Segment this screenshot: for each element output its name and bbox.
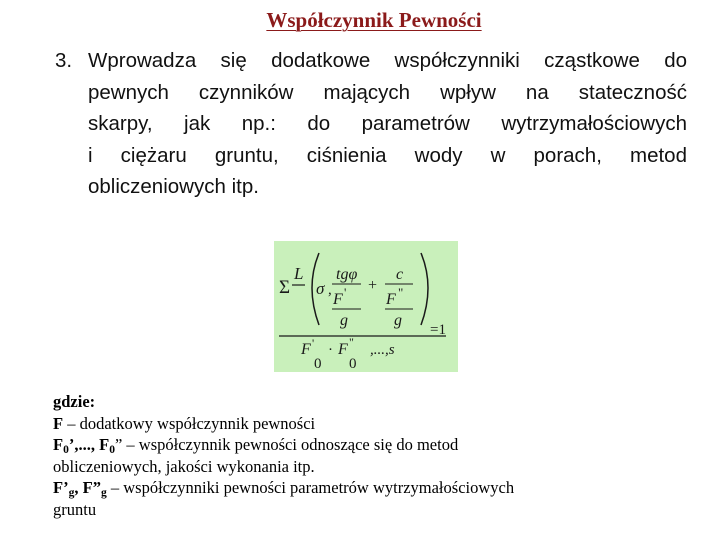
legend-heading: gdzie:: [53, 392, 96, 411]
formula-g2: g: [394, 312, 402, 329]
point-line: skarpy, jak np.: do parametrów wytrzymałościowych: [88, 112, 687, 135]
formula-ellipsis-s: ,...,s: [370, 342, 395, 358]
formula-L: L: [294, 264, 304, 283]
formula-double-prime: ": [349, 335, 354, 349]
symbol-mid: ’,..., F: [68, 435, 110, 454]
subscript: 0: [63, 444, 69, 456]
formula-zero: 0: [349, 356, 357, 372]
formula-image: [274, 241, 458, 372]
point-line: i ciężaru gruntu, ciśnienia wody w porach, metod: [88, 143, 687, 167]
formula-comma: ,: [328, 282, 332, 298]
formula-equals-one: =1: [430, 322, 446, 338]
formula-F0b: F: [338, 341, 348, 358]
formula-F-phi: F: [333, 291, 343, 308]
point-line: pewnych czynników mających wpływ na stateczność: [88, 80, 687, 104]
subscript: g: [100, 487, 107, 499]
legend-line-5: gruntu: [53, 499, 97, 519]
right-paren: [421, 253, 428, 325]
formula-svg: [274, 241, 458, 372]
point-number: 3.: [55, 49, 73, 72]
symbol-comma: , F”: [74, 478, 101, 497]
formula-sigma-lower: σ: [316, 279, 325, 298]
formula-plus: +: [368, 277, 378, 294]
formula-g1: g: [340, 312, 348, 329]
subscript: 0: [109, 444, 115, 456]
formula-tgphi: tgφ: [336, 266, 358, 283]
legend-text: – współczynniki pewności parametrów wytrzymałościowych: [106, 478, 515, 497]
formula-double-prime: ": [398, 285, 404, 300]
formula-sigma: Σ: [279, 277, 291, 298]
point-body: [55, 45, 687, 203]
symbol-F0: F: [53, 435, 64, 454]
formula-c: c: [396, 266, 404, 283]
formula-F-c: F: [386, 291, 396, 308]
legend-line-4: [53, 477, 683, 499]
slide-title: Współczynnik Pewności: [266, 8, 482, 32]
point-line: obliczeniowych itp.: [88, 175, 259, 198]
symbol-Fg1: F’: [53, 478, 69, 497]
formula-prime: ': [344, 285, 347, 300]
legend-line-3: obliczeniowych, jakości wykonania itp.: [53, 456, 315, 476]
symbol-F: F: [53, 413, 64, 433]
legend: [53, 391, 683, 520]
formula-prime: ': [312, 336, 315, 350]
subscript: g: [68, 487, 75, 499]
formula-F0a: F: [301, 341, 311, 358]
legend-text: ” – współczynnik pewności odnoszące się do metod: [114, 435, 459, 454]
legend-line-2: [53, 434, 683, 456]
formula-dot: ·: [328, 342, 333, 358]
legend-text: – dodatkowy współczynnik pewności: [63, 413, 316, 433]
legend-line-1: [53, 413, 683, 435]
point-3: [55, 45, 687, 203]
formula-zero: 0: [314, 356, 322, 372]
point-line: Wprowadza się dodatkowe współczynniki cząstkowe do: [88, 49, 687, 72]
